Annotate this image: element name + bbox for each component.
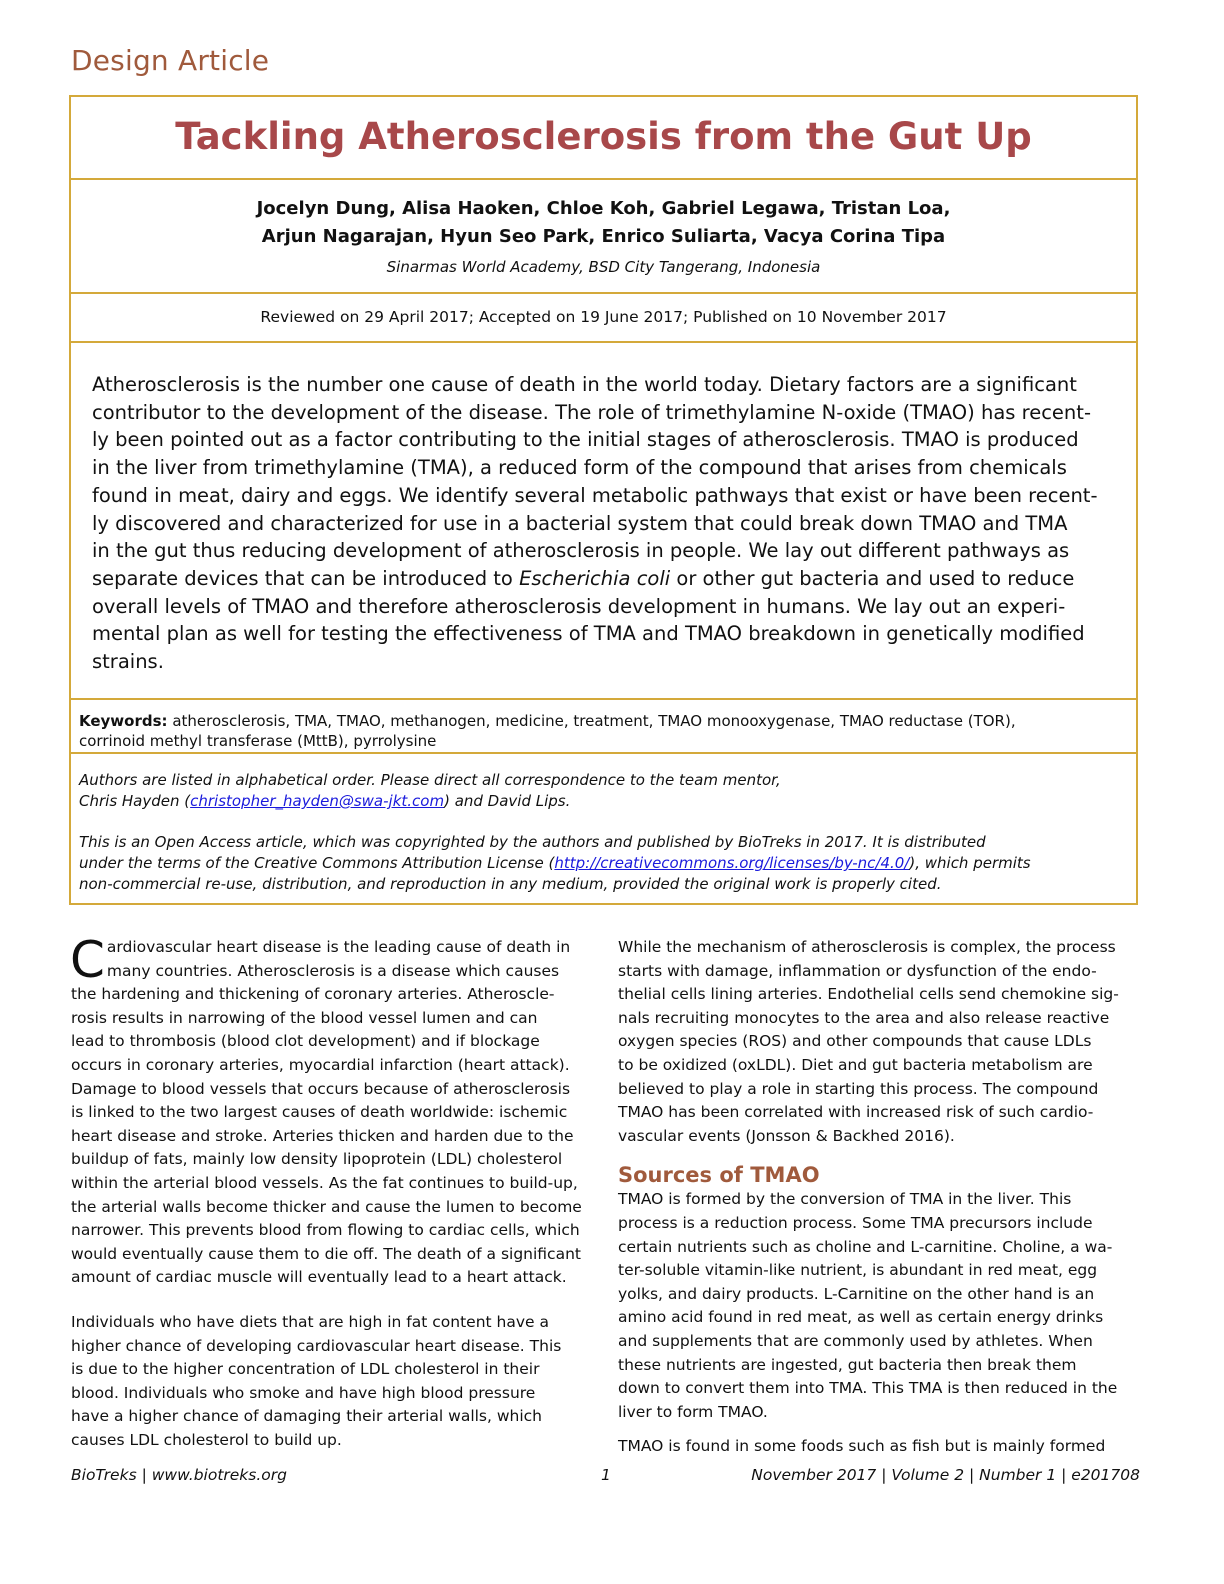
body-line: TMAO is formed by the conversion of TMA in the liver. This xyxy=(618,1190,1072,1209)
body-line: is linked to the two largest causes of death worldwide: ischemic xyxy=(71,1103,568,1122)
body-line: Damage to blood vessels that occurs because of atherosclerosis xyxy=(71,1079,571,1098)
section-label: Design Article xyxy=(71,44,270,77)
abstract-line: contributor to the development of the disease. The role of trimethylamine N-oxide (TMAO) has recent- xyxy=(92,400,1091,424)
notes-line: Chris Hayden (christopher_hayden@swa-jkt.com) and David Lips. xyxy=(79,792,571,810)
body-line: TMAO is found in some foods such as fish but is mainly formed xyxy=(618,1437,1106,1456)
article-title: Tackling Atherosclerosis from the Gut Up xyxy=(175,115,1032,158)
body-line: higher chance of developing cardiovascular heart disease. This xyxy=(71,1336,562,1355)
body-line: thelial cells lining arteries. Endothelial cells send chemokine sig- xyxy=(618,985,1119,1004)
abstract-line: in the gut thus reducing development of atherosclerosis in people. We lay out different pathways as xyxy=(92,539,1070,563)
body-line: nals recruiting monocytes to the area and also release reactive xyxy=(618,1008,1110,1027)
body-column-left xyxy=(70,931,596,1452)
body-line: to be oxidized (oxLDL). Diet and gut bacteria metabolism are xyxy=(618,1055,1093,1074)
keywords-label: Keywords: xyxy=(79,712,168,730)
abstract-line: ly been pointed out as a factor contributing to the initial stages of atherosclerosis. TMAO is produced xyxy=(92,428,1079,452)
page-number: 1 xyxy=(601,1466,611,1484)
abstract-line: Atherosclerosis is the number one cause of death in the world today. Dietary factors are a significant xyxy=(92,373,1077,396)
body-line: starts with damage, inflammation or dysfunction of the endo- xyxy=(618,961,1097,980)
body-line: narrower. This prevents blood from flowing to cardiac cells, which xyxy=(71,1221,580,1240)
body-line: amino acid found in red meat, as well as certain energy drinks xyxy=(618,1308,1104,1327)
abstract-line: ly discovered and characterized for use in a bacterial system that could break down TMAO and TMA xyxy=(92,511,1068,535)
abstract-line: strains. xyxy=(92,650,164,674)
abstract-row xyxy=(71,343,1136,700)
article-header-box xyxy=(69,95,1138,905)
drop-cap: C xyxy=(70,931,105,989)
body-line: lead to thrombosis (blood clot development) and if blockage xyxy=(71,1032,540,1051)
mechanism-paragraph xyxy=(618,936,1143,1148)
body-line: heart disease and stroke. Arteries thicken and harden due to the xyxy=(71,1126,574,1145)
body-line: process is a reduction process. Some TMA precursors include xyxy=(618,1213,1093,1232)
abstract-line: found in meat, dairy and eggs. We identify several metabolic pathways that exist or have been recent- xyxy=(92,483,1098,507)
body-line: ardiovascular heart disease is the leading cause of death in xyxy=(106,938,571,956)
dates-row xyxy=(71,294,1136,343)
body-column-right xyxy=(618,936,1143,1459)
body-line: have a higher chance of damaging their arterial walls, which xyxy=(71,1407,543,1426)
body-line: would eventually cause them to die off. The death of a significant xyxy=(71,1244,581,1263)
body-line: oxygen species (ROS) and other compounds that cause LDLs xyxy=(618,1032,1092,1051)
body-line: TMAO has been correlated with increased risk of such cardio- xyxy=(618,1103,1094,1122)
abstract-line: separate devices that can be introduced to Escherichia coli or other gut bacteria and used to reduce xyxy=(92,566,1075,590)
body-line: within the arterial blood vessels. As the fat continues to build-up, xyxy=(71,1173,578,1192)
keywords-line: corrinoid methyl transferase (MttB), pyrrolysine xyxy=(79,732,437,750)
title-row xyxy=(71,97,1136,180)
keywords-row xyxy=(71,700,1136,754)
affiliation: Sinarmas World Academy, BSD City Tangerang, Indonesia xyxy=(386,258,821,276)
abstract xyxy=(92,371,1118,676)
body-line: the hardening and thickening of coronary arteries. Atheroscle- xyxy=(71,985,555,1004)
abstract-line: overall levels of TMAO and therefore atherosclerosis development in humans. We lay out an experi- xyxy=(92,594,1066,618)
authors-row xyxy=(71,180,1136,294)
body-line: and supplements that are commonly used by athletes. When xyxy=(618,1331,1093,1350)
license-link[interactable]: http://creativecommons.org/licenses/by-nc/4.0/ xyxy=(554,854,910,872)
notes-line: Authors are listed in alphabetical order. Please direct all correspondence to the team mentor, xyxy=(79,771,781,789)
abstract-line: in the liver from trimethylamine (TMA), a reduced form of the compound that arises from chemicals xyxy=(92,456,1067,480)
risk-paragraph xyxy=(71,1311,596,1453)
body-line: down to convert them into TMA. This TMA is then reduced in the xyxy=(618,1379,1118,1398)
keywords xyxy=(79,711,1128,751)
sources-paragraph xyxy=(618,1188,1143,1424)
body-line: amount of cardiac muscle will eventually lead to a heart attack. xyxy=(71,1268,567,1287)
keywords-line: Keywords: atherosclerosis, TMA, TMAO, methanogen, medicine, treatment, TMAO monooxygenase, TMAO reductase (TOR), xyxy=(79,712,1016,730)
body-line: yolks, and dairy products. L-Carnitine on the other hand is an xyxy=(618,1284,1095,1303)
section-heading: Sources of TMAO xyxy=(618,1163,820,1188)
body-line: many countries. Atherosclerosis is a disease which causes xyxy=(106,961,560,980)
body-line: is due to the higher concentration of LDL cholesterol in their xyxy=(71,1360,540,1379)
body-line: the arterial walls become thicker and cause the lumen to become xyxy=(71,1197,582,1216)
body-line: vascular events (Jonsson & Backhed 2016). xyxy=(618,1126,955,1145)
body-line: occurs in coronary arteries, myocardial infarction (heart attack). xyxy=(71,1055,570,1074)
body-line: believed to play a role in starting this process. The compound xyxy=(618,1079,1099,1098)
author-notes xyxy=(79,770,1128,895)
intro-paragraph xyxy=(70,931,596,1290)
license-line: non-commercial re-use, distribution, and reproduction in any medium, provided the original work is properly cited. xyxy=(79,875,942,893)
abstract-line: mental plan as well for testing the effectiveness of TMA and TMAO breakdown in genetically modified xyxy=(92,622,1085,646)
body-line: ter-soluble vitamin-like nutrient, is abundant in red meat, egg xyxy=(618,1261,1098,1280)
body-line: buildup of fats, mainly low density lipoprotein (LDL) cholesterol xyxy=(71,1150,563,1169)
body-line: liver to form TMAO. xyxy=(618,1402,768,1421)
review-dates: Reviewed on 29 April 2017; Accepted on 19 June 2017; Published on 10 November 2017 xyxy=(260,308,947,326)
author-line-2: Arjun Nagarajan, Hyun Seo Park, Enrico Suliarta, Vacya Corina Tipa xyxy=(261,226,946,247)
body-line: blood. Individuals who smoke and have high blood pressure xyxy=(71,1383,536,1402)
author-list xyxy=(71,195,1136,251)
body-line: Individuals who have diets that are high in fat content have a xyxy=(71,1312,549,1331)
license-line: under the terms of the Creative Commons Attribution License (http://creativecommons.org/licenses/by-nc/4.0/), which permits xyxy=(79,854,1031,872)
species-name: Escherichia coli xyxy=(519,566,671,590)
author-line-1: Jocelyn Dung, Alisa Haoken, Chloe Koh, Gabriel Legawa, Tristan Loa, xyxy=(256,198,951,219)
license-line: This is an Open Access article, which was copyrighted by the authors and published by BioTreks in 2017. It is distributed xyxy=(79,833,986,851)
body-line: these nutrients are ingested, gut bacteria then break them xyxy=(618,1355,1077,1374)
footer-journal: BioTreks | www.biotreks.org xyxy=(71,1466,287,1484)
footer-issue: November 2017 | Volume 2 | Number 1 | e201708 xyxy=(751,1466,1140,1484)
body-line: While the mechanism of atherosclerosis is complex, the process xyxy=(618,938,1116,956)
body-line: rosis results in narrowing of the blood vessel lumen and can xyxy=(71,1008,538,1027)
tmao-food-paragraph xyxy=(618,1435,1143,1459)
body-line: certain nutrients such as choline and L-carnitine. Choline, a wa- xyxy=(618,1237,1113,1256)
body-line: causes LDL cholesterol to build up. xyxy=(71,1430,342,1449)
mentor-email-link[interactable]: christopher_hayden@swa-jkt.com xyxy=(190,792,445,810)
notes-row xyxy=(71,754,1136,903)
